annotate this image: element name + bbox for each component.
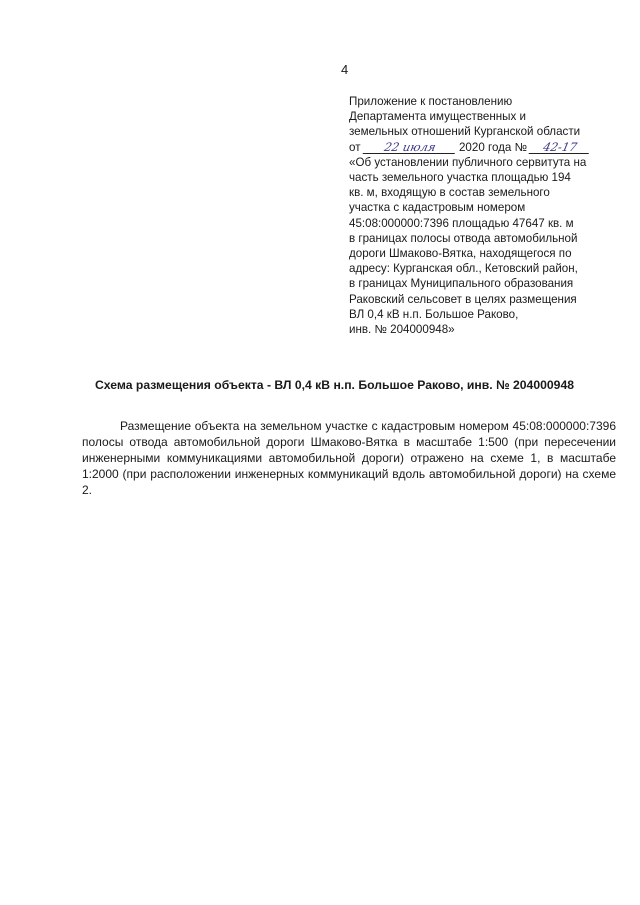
appendix-line: Департамента имущественных и: [349, 110, 526, 124]
date-prefix: от: [349, 140, 361, 154]
page-number: 4: [341, 62, 349, 77]
appendix-line: Раковский сельсовет в целях размещения: [349, 292, 577, 306]
appendix-line: ВЛ 0,4 кВ н.п. Большое Раково,: [349, 307, 519, 321]
appendix-date-line: [349, 140, 624, 155]
appendix-line: дороги Шмаково-Вятка, находящегося по: [349, 247, 572, 261]
appendix-line: кв. м, входящую в состав земельного: [349, 186, 550, 200]
appendix-line: в границах Муниципального образования: [349, 277, 574, 291]
appendix-line: в границах полосы отвода автомобильной: [349, 231, 578, 245]
appendix-line: «Об установлении публичного сервитута на: [349, 155, 587, 169]
appendix-line: инв. № 204000948»: [349, 323, 455, 337]
appendix-line: Приложение к постановлению: [349, 95, 513, 108]
appendix-header: [349, 94, 624, 337]
appendix-line: адресу: Курганская обл., Кетовский район,: [349, 262, 578, 276]
appendix-line: участка с кадастровым номером: [349, 201, 526, 215]
handwritten-number: 42-17: [529, 141, 592, 154]
year-text: 2020 года №: [458, 140, 528, 154]
body-paragraph: Размещение объекта на земельном участке с кадастровым номером 45:08:000000:7396 полосы отвода автомобильной дороги Шмаково-Вятка в масштабе 1:500 (при пересечении инженерными коммуникациями автомобильной дороги) отражено на схеме 1, в масштабе 1:2000 (при расположении инженерных коммуникаций вдоль автомобильной дороги) на схеме 2.: [82, 419, 616, 497]
document-title: Схема размещения объекта - ВЛ 0,4 кВ н.п. Большое Раково, инв. № 204000948: [95, 378, 574, 392]
appendix-line: 45:08:000000:7396 площадью 47647 кв. м: [349, 216, 574, 230]
handwritten-date: 22 июля: [362, 141, 457, 154]
appendix-line: земельных отношений Курганской области: [349, 125, 581, 139]
appendix-line: часть земельного участка площадью 194: [349, 171, 571, 185]
